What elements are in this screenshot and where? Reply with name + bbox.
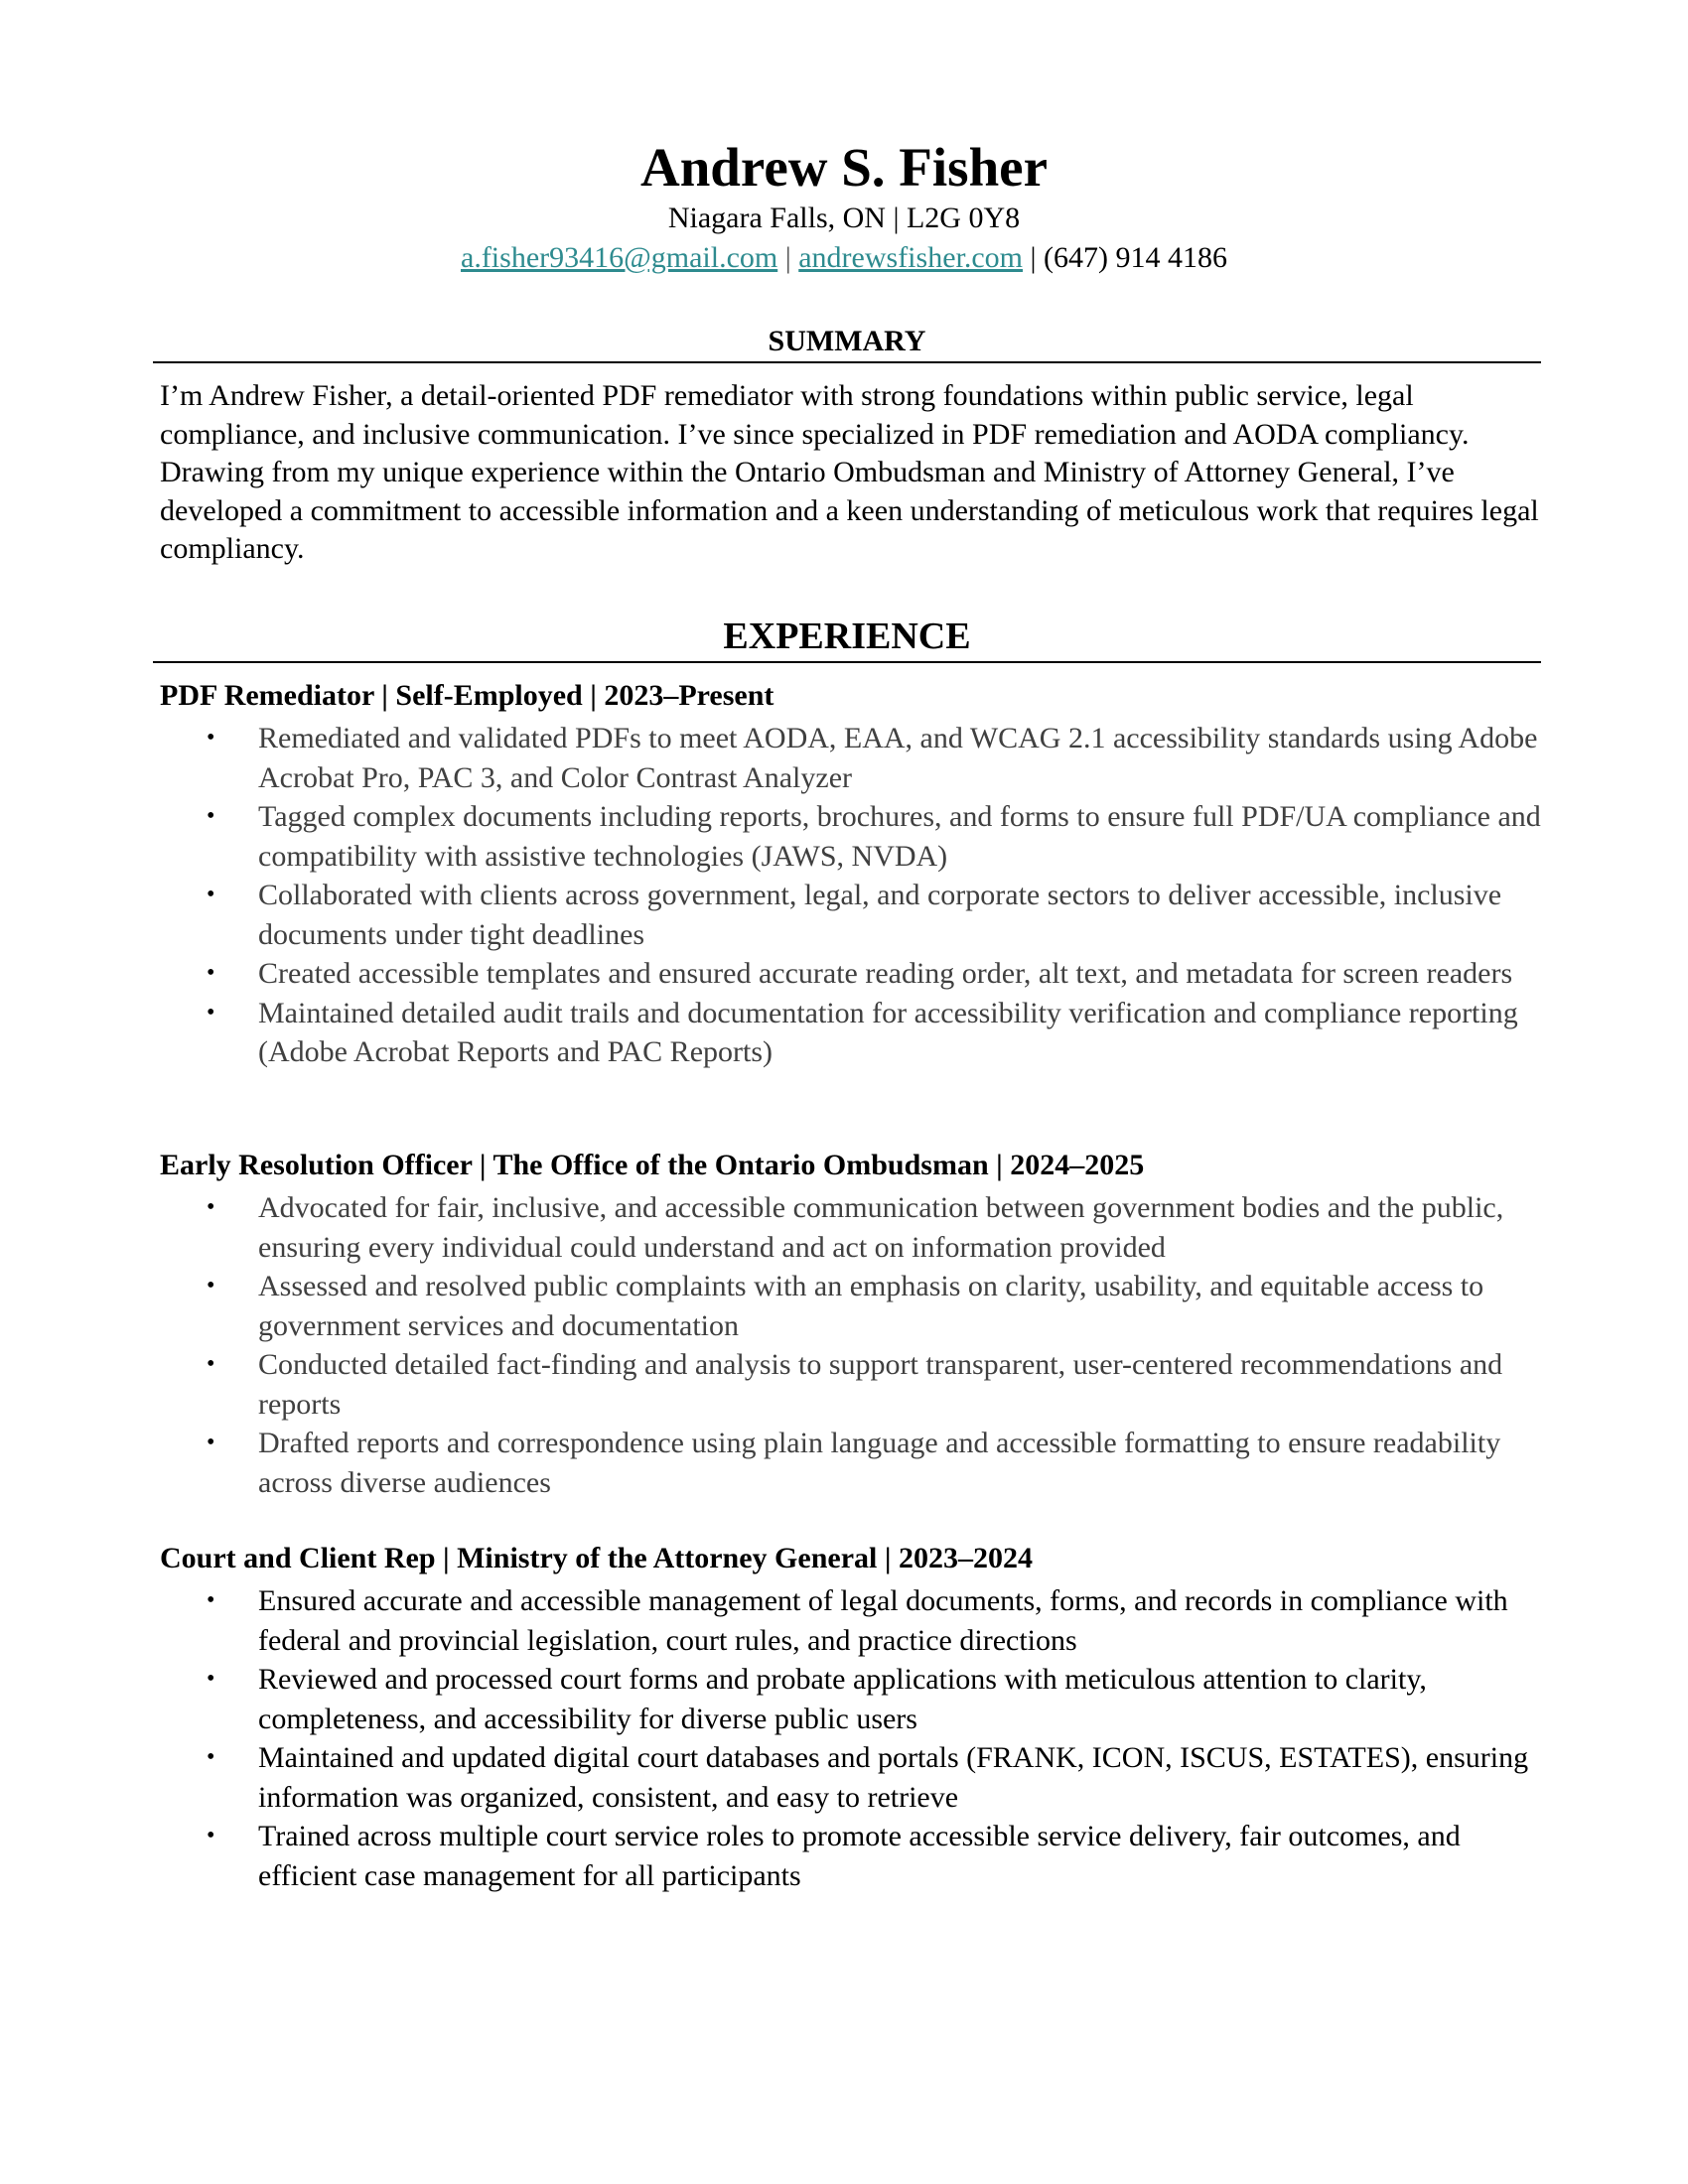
bullet-icon: • [207,1744,215,1770]
job-bullet: • Maintained detailed audit trails and documentation for accessibility verification and compliance reporting (Adobe Acrobat Reports and PAC Reports) [160,994,1545,1072]
job-bullet: • Assessed and resolved public complaints with an emphasis on clarity, usability, and equitable access to government services and documentation [160,1267,1545,1345]
job-early-resolution-officer [160,1147,1545,1502]
job-bullet: • Reviewed and processed court forms and probate applications with meticulous attention to clarity, completeness, and accessibility for diverse public users [160,1660,1545,1738]
bullet-icon: • [207,1430,215,1455]
job-bullet: • Trained across multiple court service roles to promote accessible service delivery, fair outcomes, and efficient case management for all participants [160,1817,1545,1895]
bullet-icon: • [207,803,215,829]
job-court-client-rep [160,1540,1545,1895]
email-link[interactable]: a.fisher93416@gmail.com [461,241,778,274]
contact-separator: | [784,241,791,274]
job-bullet: • Drafted reports and correspondence using plain language and accessible formatting to ensure readability across diverse audiences [160,1424,1545,1502]
job-heading: Court and Client Rep | Ministry of the Attorney General | 2023–2024 [160,1542,1033,1574]
bullet-icon: • [207,1587,215,1613]
job-bullet: • Collaborated with clients across government, legal, and corporate sectors to deliver accessible, inclusive documents under tight deadlines [160,876,1545,954]
job-bullet: • Ensured accurate and accessible management of legal documents, forms, and records in compliance with federal and provincial legislation, court rules, and practice directions [160,1581,1545,1660]
bullet-icon: • [207,882,215,907]
bullet-icon: • [207,960,215,986]
job-bullet: • Conducted detailed fact-finding and analysis to support transparent, user-centered recommendations and reports [160,1345,1545,1424]
job-bullet: • Tagged complex documents including reports, brochures, and forms to ensure full PDF/UA compliance and compatibility with assistive technologies (JAWS, NVDA) [160,797,1545,876]
summary-paragraph: I’m Andrew Fisher, a detail-oriented PDF remediator with strong foundations within public service, legal compliance, and inclusive communication. I’ve since specialized in PDF remediation and AODA compliancy. Drawing from my unique experience within the Ontario Ombudsman and Ministry of Attorney General, I’ve developed a commitment to accessible information and a keen understanding of meticulous work that requires legal compliancy. [160,379,1539,566]
job-bullet-list [160,1188,1545,1502]
job-heading: Early Resolution Officer | The Office of the Ontario Ombudsman | 2024–2025 [160,1149,1145,1181]
job-bullet: • Advocated for fair, inclusive, and accessible communication between government bodies and the public, ensuring every individual could understand and act on information provided [160,1188,1545,1267]
phone-number: | (647) 914 4186 [1030,241,1227,274]
website-link[interactable]: andrewsfisher.com [798,241,1023,274]
bullet-icon: • [207,1823,215,1848]
candidate-name: Andrew S. Fisher [640,137,1048,198]
job-bullet: • Created accessible templates and ensured accurate reading order, alt text, and metadata for screen readers [160,954,1545,994]
bullet-icon: • [207,1194,215,1220]
bullet-icon: • [207,999,215,1025]
contact-line [0,238,1688,278]
job-bullet-list [160,1581,1545,1895]
location-line: Niagara Falls, ON | L2G 0Y8 [667,202,1021,234]
job-bullet: • Maintained and updated digital court databases and portals (FRANK, ICON, ISCUS, ESTATES), ensuring information was organized, consistent, and easy to retrieve [160,1738,1545,1817]
bullet-icon: • [207,1666,215,1692]
job-bullet-list [160,719,1545,1072]
experience-heading: EXPERIENCE [153,612,1541,663]
job-pdf-remediator [160,677,1545,1072]
bullet-icon: • [207,1351,215,1377]
bullet-icon: • [207,725,215,751]
bullet-icon: • [207,1273,215,1298]
job-heading: PDF Remediator | Self-Employed | 2023–Present [160,679,774,712]
summary-heading: SUMMARY [153,322,1541,363]
resume-header [0,137,1688,278]
job-bullet: • Remediated and validated PDFs to meet AODA, EAA, and WCAG 2.1 accessibility standards using Adobe Acrobat Pro, PAC 3, and Color Contrast Analyzer [160,719,1545,797]
